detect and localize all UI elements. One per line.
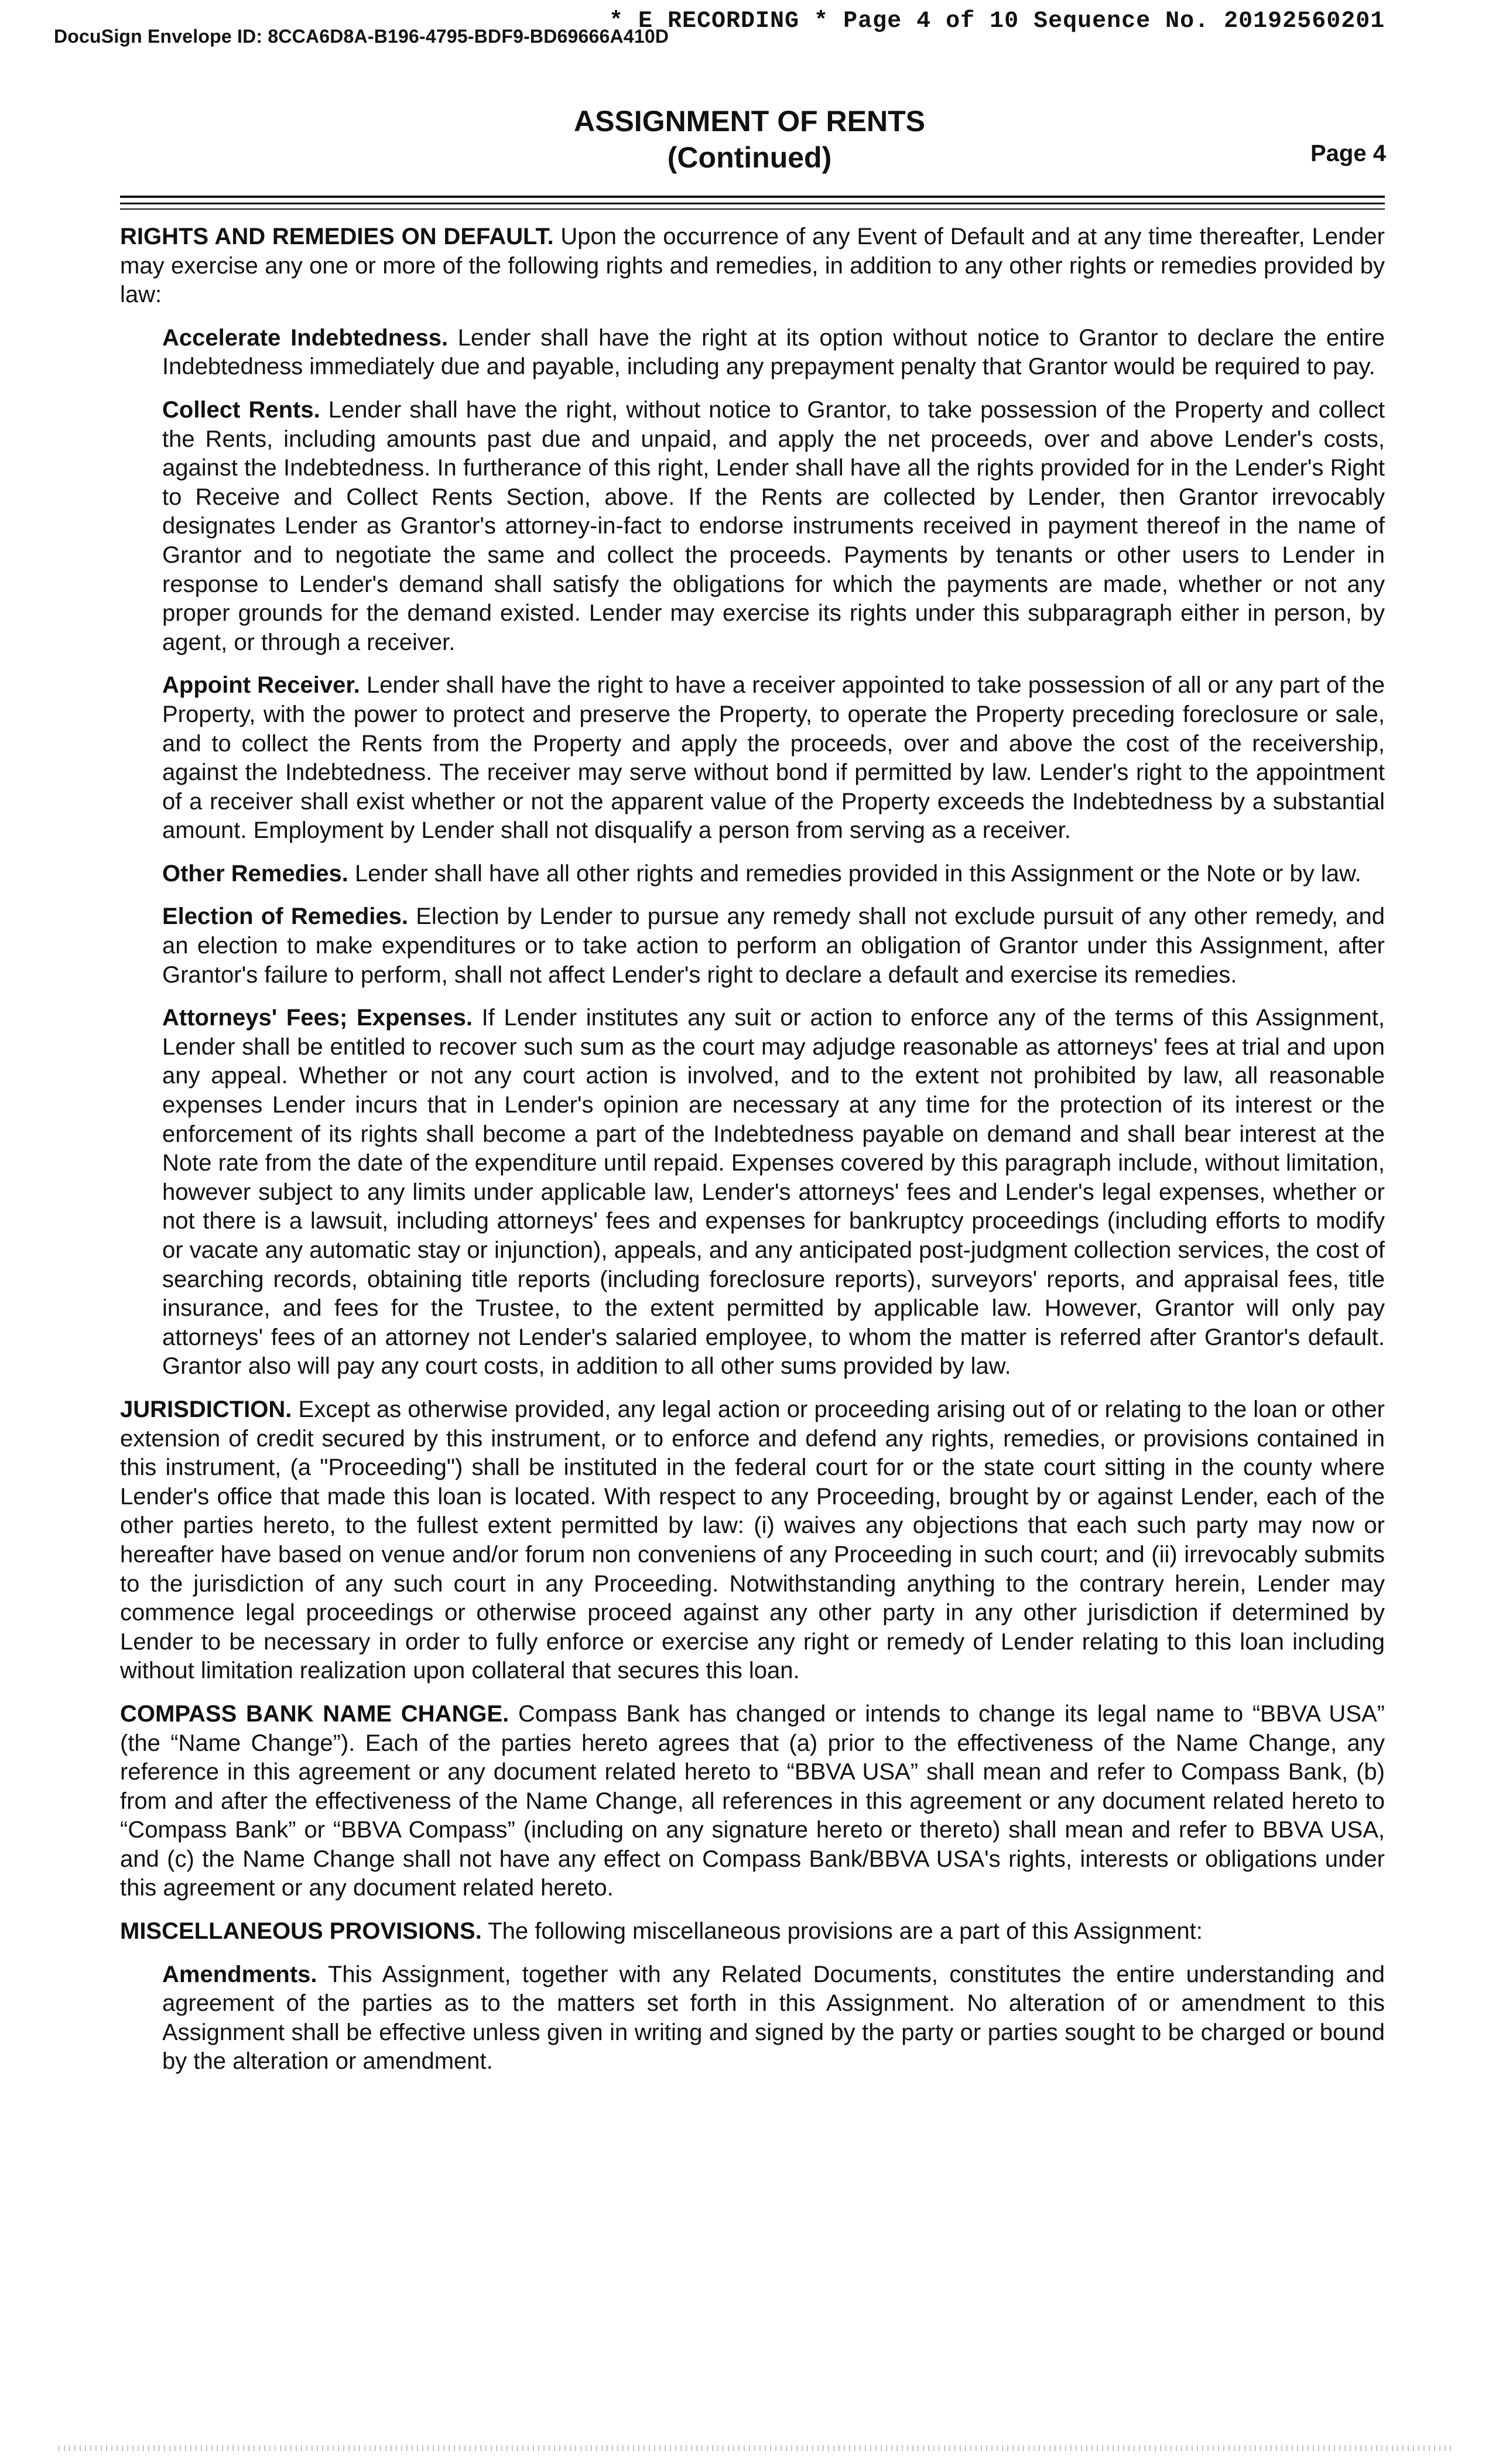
section-text: Upon the occurrence of any Event of Default and at any time thereafter, Lender may exercise any one or more of the following rights and remedies, in addition to any other rights or remedies provided by law: (120, 224, 1385, 308)
document-subtitle: (Continued) (667, 141, 832, 174)
subsection-text: If Lender institutes any suit or action to enforce any of the terms of this Assignment, Lender shall be entitled to recover such sum as the court may adjudge reasonable as attorneys' fees at trial and upon any appeal. Whether or not any court action is involved, and to the extent not prohibited by law, all reasonable expenses Lender incurs that in Lender's opinion are necessary at any time for the protection of its interest or the enforcement of its rights shall become a part of the Indebtedness payable on demand and shall bear interest at the Note rate from the date of the expenditure until repaid. Expenses covered by this paragraph include, without limitation, however subject to any limits under applicable law, Lender's attorneys' fees and Lender's legal expenses, whether or not there is a lawsuit, including attorneys' fees and expenses for bankruptcy proceedings (including efforts to modify or vacate any automatic stay or injunction), appeals, and any anticipated post-judgment collection services, the cost of searching records, obtaining title reports (including foreclosure reports), surveyors' reports, and appraisal fees, title insurance, and fees for the Trustee, to the extent permitted by applicable law. However, Grantor will only pay attorneys' fees of an attorney not Lender's salaried employee, to whom the matter is referred after Grantor's default. Grantor also will pay any court costs, in addition to all other sums provided by law. (162, 1005, 1385, 1380)
subsection-text: Lender shall have the right, without notice to Grantor, to take possession of the Property and collect the Rents, including amounts past due and unpaid, and apply the net proceeds, over and above Lender's costs, against the Indebtedness. In furtherance of this right, Lender shall have all the rights provided for in the Lender's Right to Receive and Collect Rents Section, above. If the Rents are collected by Lender, then Grantor irrevocably designates Lender as Grantor's attorney-in-fact to endorse instruments received in payment thereof in the name of Grantor and to negotiate the same and collect the proceeds. Payments by tenants or other users to Lender in response to Lender's demand shall satisfy the obligations for which the payments are made, whether or not any proper grounds for the demand existed. Lender may exercise its rights under this subparagraph either in person, by agent, or through a receiver. (162, 396, 1385, 655)
subsection-text: Lender shall have the right to have a receiver appointed to take possession of all or any part of the Property, with the power to protect and preserve the Property, to operate the Property preceding foreclosure or sale, and to collect the Rents from the Property and apply the proceeds, over and above the cost of the receivership, against the Indebtedness. The receiver may serve without bond if permitted by law. Lender's right to the appointment of a receiver shall exist whether or not the apparent value of the Property exceeds the Indebtedness by a substantial amount. Employment by Lender shall not disqualify a person from serving as a receiver. (162, 672, 1385, 844)
section-text: The following miscellaneous provisions are a part of this Assignment: (481, 1918, 1203, 1945)
subsection-text: This Assignment, together with any Related Documents, constitutes the entire understanding and agreement of the parties as to the matters set forth in this Assignment. No alteration of or amendment to this Assignment shall be effective unless given in writing and signed by the party or parties sought to be charged or bound by the alteration or amendment. (162, 1961, 1385, 2075)
subsection-text: Lender shall have all other rights and remedies provided in this Assignment or the Note or by law. (348, 860, 1361, 887)
subsection-attorneys-fees (162, 1004, 1385, 1381)
subsection-text: Election by Lender to pursue any remedy shall not exclude pursuit of any other remedy, and an election to make expenditures or to take action to perform an obligation of Grantor under this Assignment, after Grantor's failure to perform, shall not affect Lender's right to declare a default and exercise its remedies. (162, 904, 1385, 988)
subsection-heading: Collect Rents. (162, 396, 320, 423)
document-body (120, 223, 1385, 2090)
subsection-heading: Accelerate Indebtedness. (162, 324, 449, 351)
subsection-text: Lender shall have the right at its option without notice to Grantor to declare the entire Indebtedness immediately due and payable, including any prepayment penalty that Grantor would be required to pay. (162, 324, 1385, 380)
subsection-heading: Attorneys' Fees; Expenses. (162, 1005, 473, 1031)
document-title: ASSIGNMENT OF RENTS (573, 105, 926, 138)
docusign-envelope-id: DocuSign Envelope ID: 8CCA6D8A-B196-4795-BDF9-BD69666A410D (54, 26, 669, 47)
subsection-appoint-receiver (162, 671, 1385, 846)
subsection-heading: Other Remedies. (162, 860, 348, 887)
header-rule-middle (120, 203, 1385, 204)
subsection-heading: Appoint Receiver. (162, 672, 360, 699)
section-heading: MISCELLANEOUS PROVISIONS. (120, 1918, 482, 1945)
scan-artifact-footer (59, 2445, 1452, 2451)
section-miscellaneous-provisions (120, 1917, 1385, 1946)
section-text: Except as otherwise provided, any legal action or proceeding arising out of or relating to the loan or other extension of credit secured by this instrument, or to enforce and defend any rights, remedies, or provisions contained in this instrument, (a "Proceeding") shall be instituted in the federal court for or the state court sitting in the county where Lender's office that made this loan is located. With respect to any Proceeding, brought by or against Lender, each of the other parties hereto, to the fullest extent permitted by law: (i) waives any objections that each such party may now or hereafter have based on venue and/or forum non conveniens of any Proceeding in such court; and (ii) irrevocably submits to the jurisdiction of any such court in any Proceeding. Notwithstanding anything to the contrary herein, Lender may commence legal proceedings or otherwise proceed against any other party in any other jurisdiction if determined by Lender to be necessary in order to fully enforce or exercise any right or remedy of Lender relating to this loan including without limitation realization upon collateral that secures this loan. (120, 1396, 1385, 1684)
subsection-election-of-remedies (162, 902, 1385, 990)
section-heading: JURISDICTION. (120, 1396, 292, 1422)
document-title-block (0, 103, 1499, 176)
recording-stamp: * E RECORDING * Page 4 of 10 Sequence No. 20192560201 (609, 8, 1385, 35)
subsection-collect-rents (162, 396, 1385, 657)
section-jurisdiction (120, 1395, 1385, 1686)
section-heading: RIGHTS AND REMEDIES ON DEFAULT. (120, 224, 554, 249)
section-heading: COMPASS BANK NAME CHANGE. (120, 1700, 509, 1727)
subsection-accelerate-indebtedness (162, 324, 1385, 382)
page-number-label: Page 4 (1310, 141, 1386, 166)
section-compass-bank-name-change (120, 1700, 1385, 1903)
subsection-other-remedies (162, 860, 1385, 889)
section-rights-and-remedies (120, 223, 1385, 310)
header-rule-bottom (120, 208, 1385, 210)
subsection-amendments (162, 1960, 1385, 2076)
header-rule-top (120, 196, 1385, 198)
section-text: Compass Bank has changed or intends to change its legal name to “BBVA USA” (the “Name Change”). Each of the parties hereto agrees that (a) prior to the effectiveness of the Name Change, any reference in this agreement or any document related hereto to “BBVA USA” shall mean and refer to Compass Bank, (b) from and after the effectiveness of the Name Change, all references in this agreement or any document related hereto to “Compass Bank” or “BBVA Compass” (including on any signature hereto or thereto) shall mean and refer to BBVA USA, and (c) the Name Change shall not have any effect on Compass Bank/BBVA USA's rights, interests or obligations under this agreement or any document related hereto. (120, 1700, 1385, 1901)
subsection-heading: Amendments. (162, 1961, 317, 1987)
subsection-heading: Election of Remedies. (162, 904, 408, 930)
